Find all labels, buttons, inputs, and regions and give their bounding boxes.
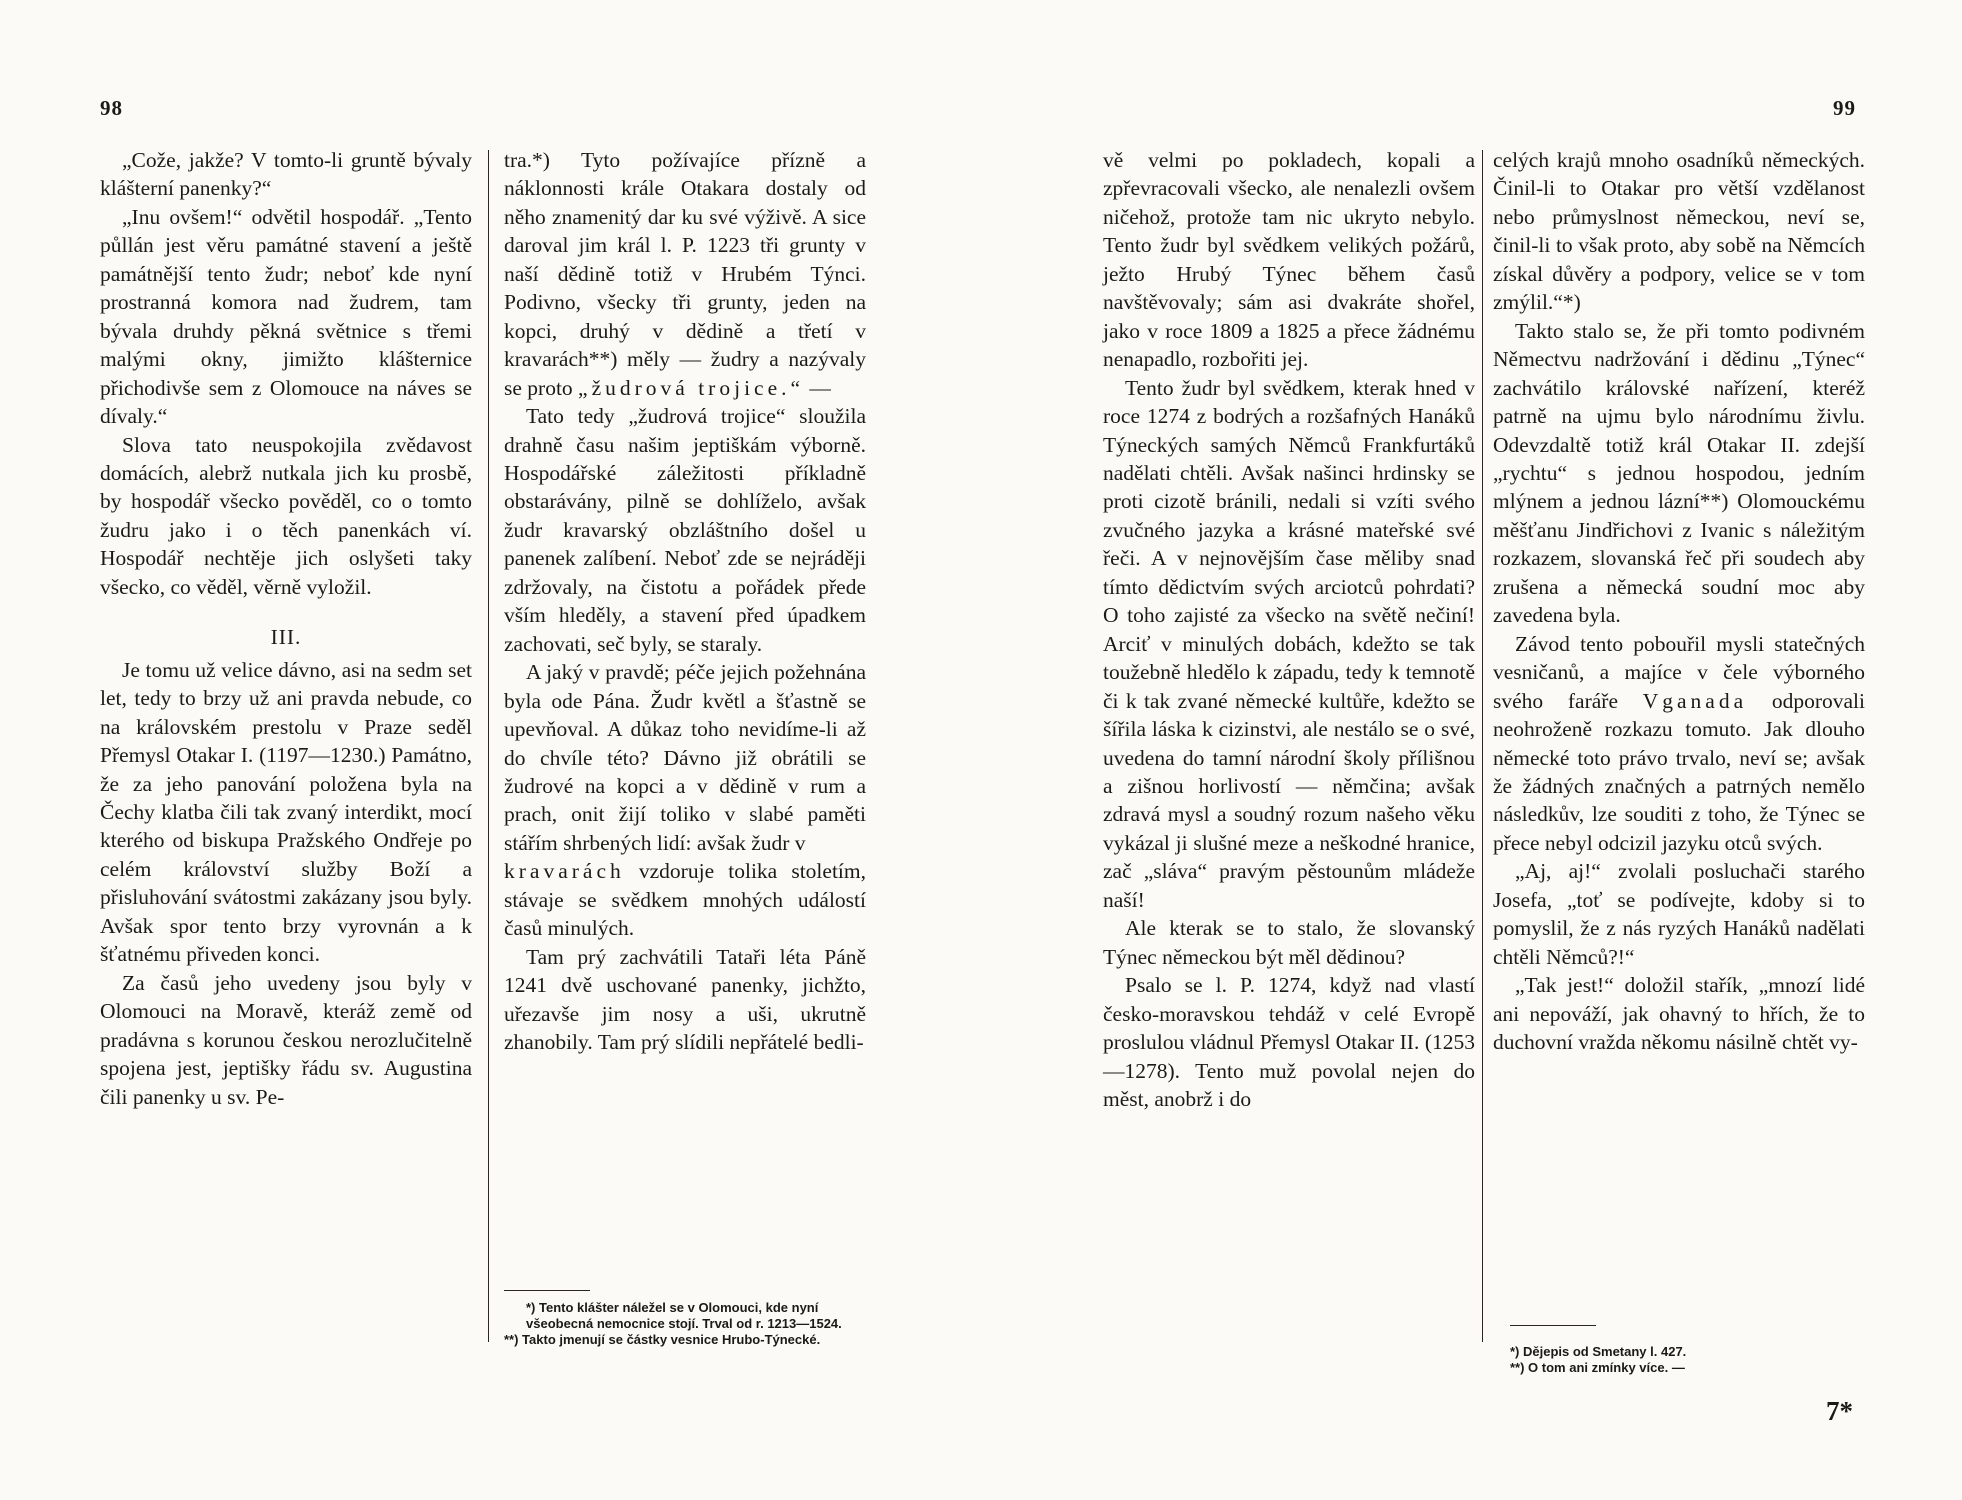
footnotes-left bbox=[504, 1300, 866, 1348]
spaced-name: Vganada bbox=[1642, 688, 1748, 713]
paragraph bbox=[504, 146, 866, 402]
footnote: *) Tento klášter náležel se v Olomouci, kde nyní všeobecná nemocnice stojí. Trval od r. 1213—1524. bbox=[526, 1300, 842, 1331]
paragraph bbox=[1493, 630, 1865, 858]
spaced-phrase: „žudrová trojice.“ bbox=[578, 375, 805, 400]
paragraph: Tam prý zachvátili Tataři léta Páně 1241 dvě uschované panenky, jichžto, uřezavše jim nosy a uši, ukrutně zhanobily. Tam prý slídili nepřátelé bedli- bbox=[504, 944, 866, 1055]
right-page-column-1 bbox=[1103, 146, 1475, 1113]
footnote-rule-right bbox=[1510, 1325, 1596, 1326]
column-divider-right bbox=[1482, 150, 1483, 1342]
spaced-word: kravarách bbox=[504, 859, 625, 884]
section-heading: III. bbox=[270, 625, 302, 650]
page-number-left: 98 bbox=[100, 96, 123, 120]
paragraph: „Aj, aj!“ zvolali posluchači starého Josefa, „toť se podívejte, kdoby si to pomyslil, že z nás ryzých Hanáků nadělati chtěli Němců?!“ bbox=[1493, 859, 1865, 969]
paragraph-text: odporovali neohroženě bbox=[1493, 688, 1865, 742]
paragraph: „Inu ovšem!“ odvětil hospodář. „Tento půllán jest věru památné stavení a ještě památnější tento žudr; neboť kde nyní prostranná komora nad žudrem, tam bývala druhdy pěkná světnice s třemi malými okny, jimižto klášternice přichodivše sem z Olomouce na náves se dívaly.“ bbox=[100, 204, 472, 429]
paragraph: Takto stalo se, že při tomto podivném Němectvu nadržování i dědinu „Týnec“ zachvátilo královské nařízení, kteréž patrně na ujmu bylo národnímu živlu. Odevzdaltě totiž král Otakar II. zdejší „rychtu“ s jednou hospodou, jedním mlýnem a jednou lázní**) Olomouckému měšťanu Jindřichovi z Ivanic s náležitým rozkazem, slovanská řeč při soudech aby zrušena a německá soudní moc aby zavedena byla. bbox=[1493, 318, 1865, 628]
paragraph-text: tra.*) Tyto požívajíce přízně a náklonnosti krále Otakara dostaly od něho znamenitý dar ku své výživě. A sice daroval jim král l. P. 1223 tři grunty v naší dědině totiž v Hrubém Týnci. Podivno, všecky tři grunty, jeden na kopci, druhý v dědině a třetí v kravarách**) měly — žudry a nazývaly se proto bbox=[504, 148, 866, 400]
paragraph: celých krajů mnoho osadníků německých. Činil-li to Otakar pro větší vzdělanost nebo průmyslnost německou, neví se, činil-li to však proto, aby sobě na Němcích získal důvěry a podpory, velice se v tom zmýlil.“*) bbox=[1493, 148, 1865, 315]
column-divider-left bbox=[488, 150, 489, 1342]
paragraph-text: vzdoruje tolika stoletím, stávaje se svědkem mnohých událostí časů minulých. bbox=[504, 859, 866, 941]
paragraph: Ale kterak se to stalo, že slovanský Týnec německou být měl dědinou? bbox=[1103, 916, 1475, 969]
signature-mark: 7* bbox=[1826, 1396, 1853, 1426]
paragraph: „Tak jest!“ doložil stařík, „mnozí lidé ani nepováží, jak ohavný to hřích, že to duchovní vražda někomu násilně chtět vy- bbox=[1493, 973, 1865, 1055]
paragraph: Tato tedy „žudrová trojice“ sloužila drahně času našim jeptiškám výborně. Hospodářské záležitosti příkladně obstarávány, pilně se dohlíželo, avšak žudr kravarský obzláštního došel u panenek zalíbení. Neboť zde se nejráději zdržovaly, na čistotu a pořádek přede vším hleděly, a stavení před úpadkem zachovati, seč byly, se staraly. bbox=[504, 404, 866, 656]
paragraph: vě velmi po pokladech, kopali a zpřevracovali všecko, ale nenalezli ovšem ničehož, protože tam nic ukryto nebylo. Tento žudr byl svědkem velikých požárů, ježto Hrubý Týnec během časů navštěvovaly; sám asi dvakráte shořel, jako v roce 1809 a 1825 a přece žádnému nenapadlo, rozbořiti jej. bbox=[1103, 148, 1475, 372]
dash: — bbox=[809, 375, 831, 400]
paragraph: Slova tato neuspokojila zvědavost domácích, alebrž nutkala jich ku prosbě, by hospodář všecko pověděl, co o tomto žudru jako i o těch panenkách ví. Hospodář nechtěje jich oslyšeti taky všecko, co věděl, věrně vyložil. bbox=[100, 432, 472, 599]
paragraph: Psalo se l. P. 1274, když nad vlastí česko-moravskou tehdáž v celé Evropě proslulou vládnul Přemysl Otakar II. (1253—1278). Tento muž povolal nejen do měst, anobrž i do bbox=[1103, 973, 1475, 1111]
paragraph: Tento žudr byl svědkem, kterak hned v roce 1274 z bodrých a rozšafných Hanáků Týneckých samých Němců Frankfurtáků nadělati chtěli. Avšak našinci hrdinsky se proti cizotě bránili, nedali si vzíti svého zvučného jazyka a krásné mateřské své řeči. A v nejnovějším čase měliby snad tímto dědictvím svých arciotců pohrdati? O toho zajisté za všecko na světě nečiní! Arciť v minulých dobách, kdežto se tak toužebně hledělo k západu, tedy k temnotě či k tak zvané německé kultůře, kdežto se šířila láska k cizinstvi, ale nestálo se o své, uvedena do tamní národní školy přílišnou a zišnou horlivostí — němčina; avšak zdravá mysl a soudný rozum našeho věku vykázal ji slušné meze a neškodné hranice, zač „sláva“ pravým pěstounům mládeže naší! bbox=[1103, 375, 1475, 912]
paragraph: Je tomu už velice dávno, asi na sedm set let, tedy to brzy už ani pravda nebude, co na královském prestolu v Praze seděl Přemysl Otakar I. (1197—1230.) Památno, že za jeho panování položena byla na Čechy klatba čili tak zvaný interdikt, mocí kterého od biskupa Pražského Ondřeje po celém království služby Boží a přisluhování svátostmi zakázany jsou byly. Avšak spor tento brzy vyrovnán a k šťatnému přiveden konci. bbox=[100, 657, 472, 967]
footnote: *) Dějepis od Smetany l. 427. bbox=[1510, 1344, 1687, 1359]
right-page-column-2 bbox=[1493, 146, 1865, 1057]
footnote-rule-left bbox=[504, 1290, 590, 1291]
paragraph: „Cože, jakže? V tomto-li gruntě bývaly klášterní panenky?“ bbox=[100, 148, 472, 201]
page-number-right: 99 bbox=[1833, 96, 1856, 120]
paragraph-text: rozkazu tomuto. Jak dlouho německé toto právo trvalo, neví se; avšak že žádných značných a patrných nemělo následkův, lze souditi z toho, že Týnec se přece nebyl odcizil jazyku otců svých. bbox=[1493, 717, 1865, 855]
paragraph bbox=[504, 857, 866, 942]
left-page-column-1 bbox=[100, 146, 472, 1111]
footnote: **) O tom ani zmínky více. — bbox=[1510, 1360, 1685, 1375]
paragraph-text: Závod tento pobouřil mysli statečných vesničanů, a majíce v čele výborného svého faráře bbox=[1493, 631, 1865, 713]
paragraph: A jaký v pravdě; péče jejich požehnána byla ode Pána. Žudr květl a šťastně se upevňoval. A důkaz toho nevidíme-li až do chvíle této? Dávno již obrátili se žudrové na kopci a v dědině v rum a prach, onit žijí toliko v slabé paměti stářím shrbených lidí: avšak žudr v bbox=[504, 660, 866, 855]
footnotes-right bbox=[1510, 1344, 1865, 1376]
paragraph: Za časů jeho uvedeny jsou byly v Olomouci na Moravě, kteráž země od pradávna s korunou českou nerozlučitelně spojena jest, jeptišky řádu sv. Augustina čili panenky u sv. Pe- bbox=[100, 970, 472, 1109]
left-page-column-2 bbox=[504, 146, 866, 1057]
footnote: **) Takto jmenují se částky vesnice Hrubo-Týnecké. bbox=[504, 1332, 821, 1347]
